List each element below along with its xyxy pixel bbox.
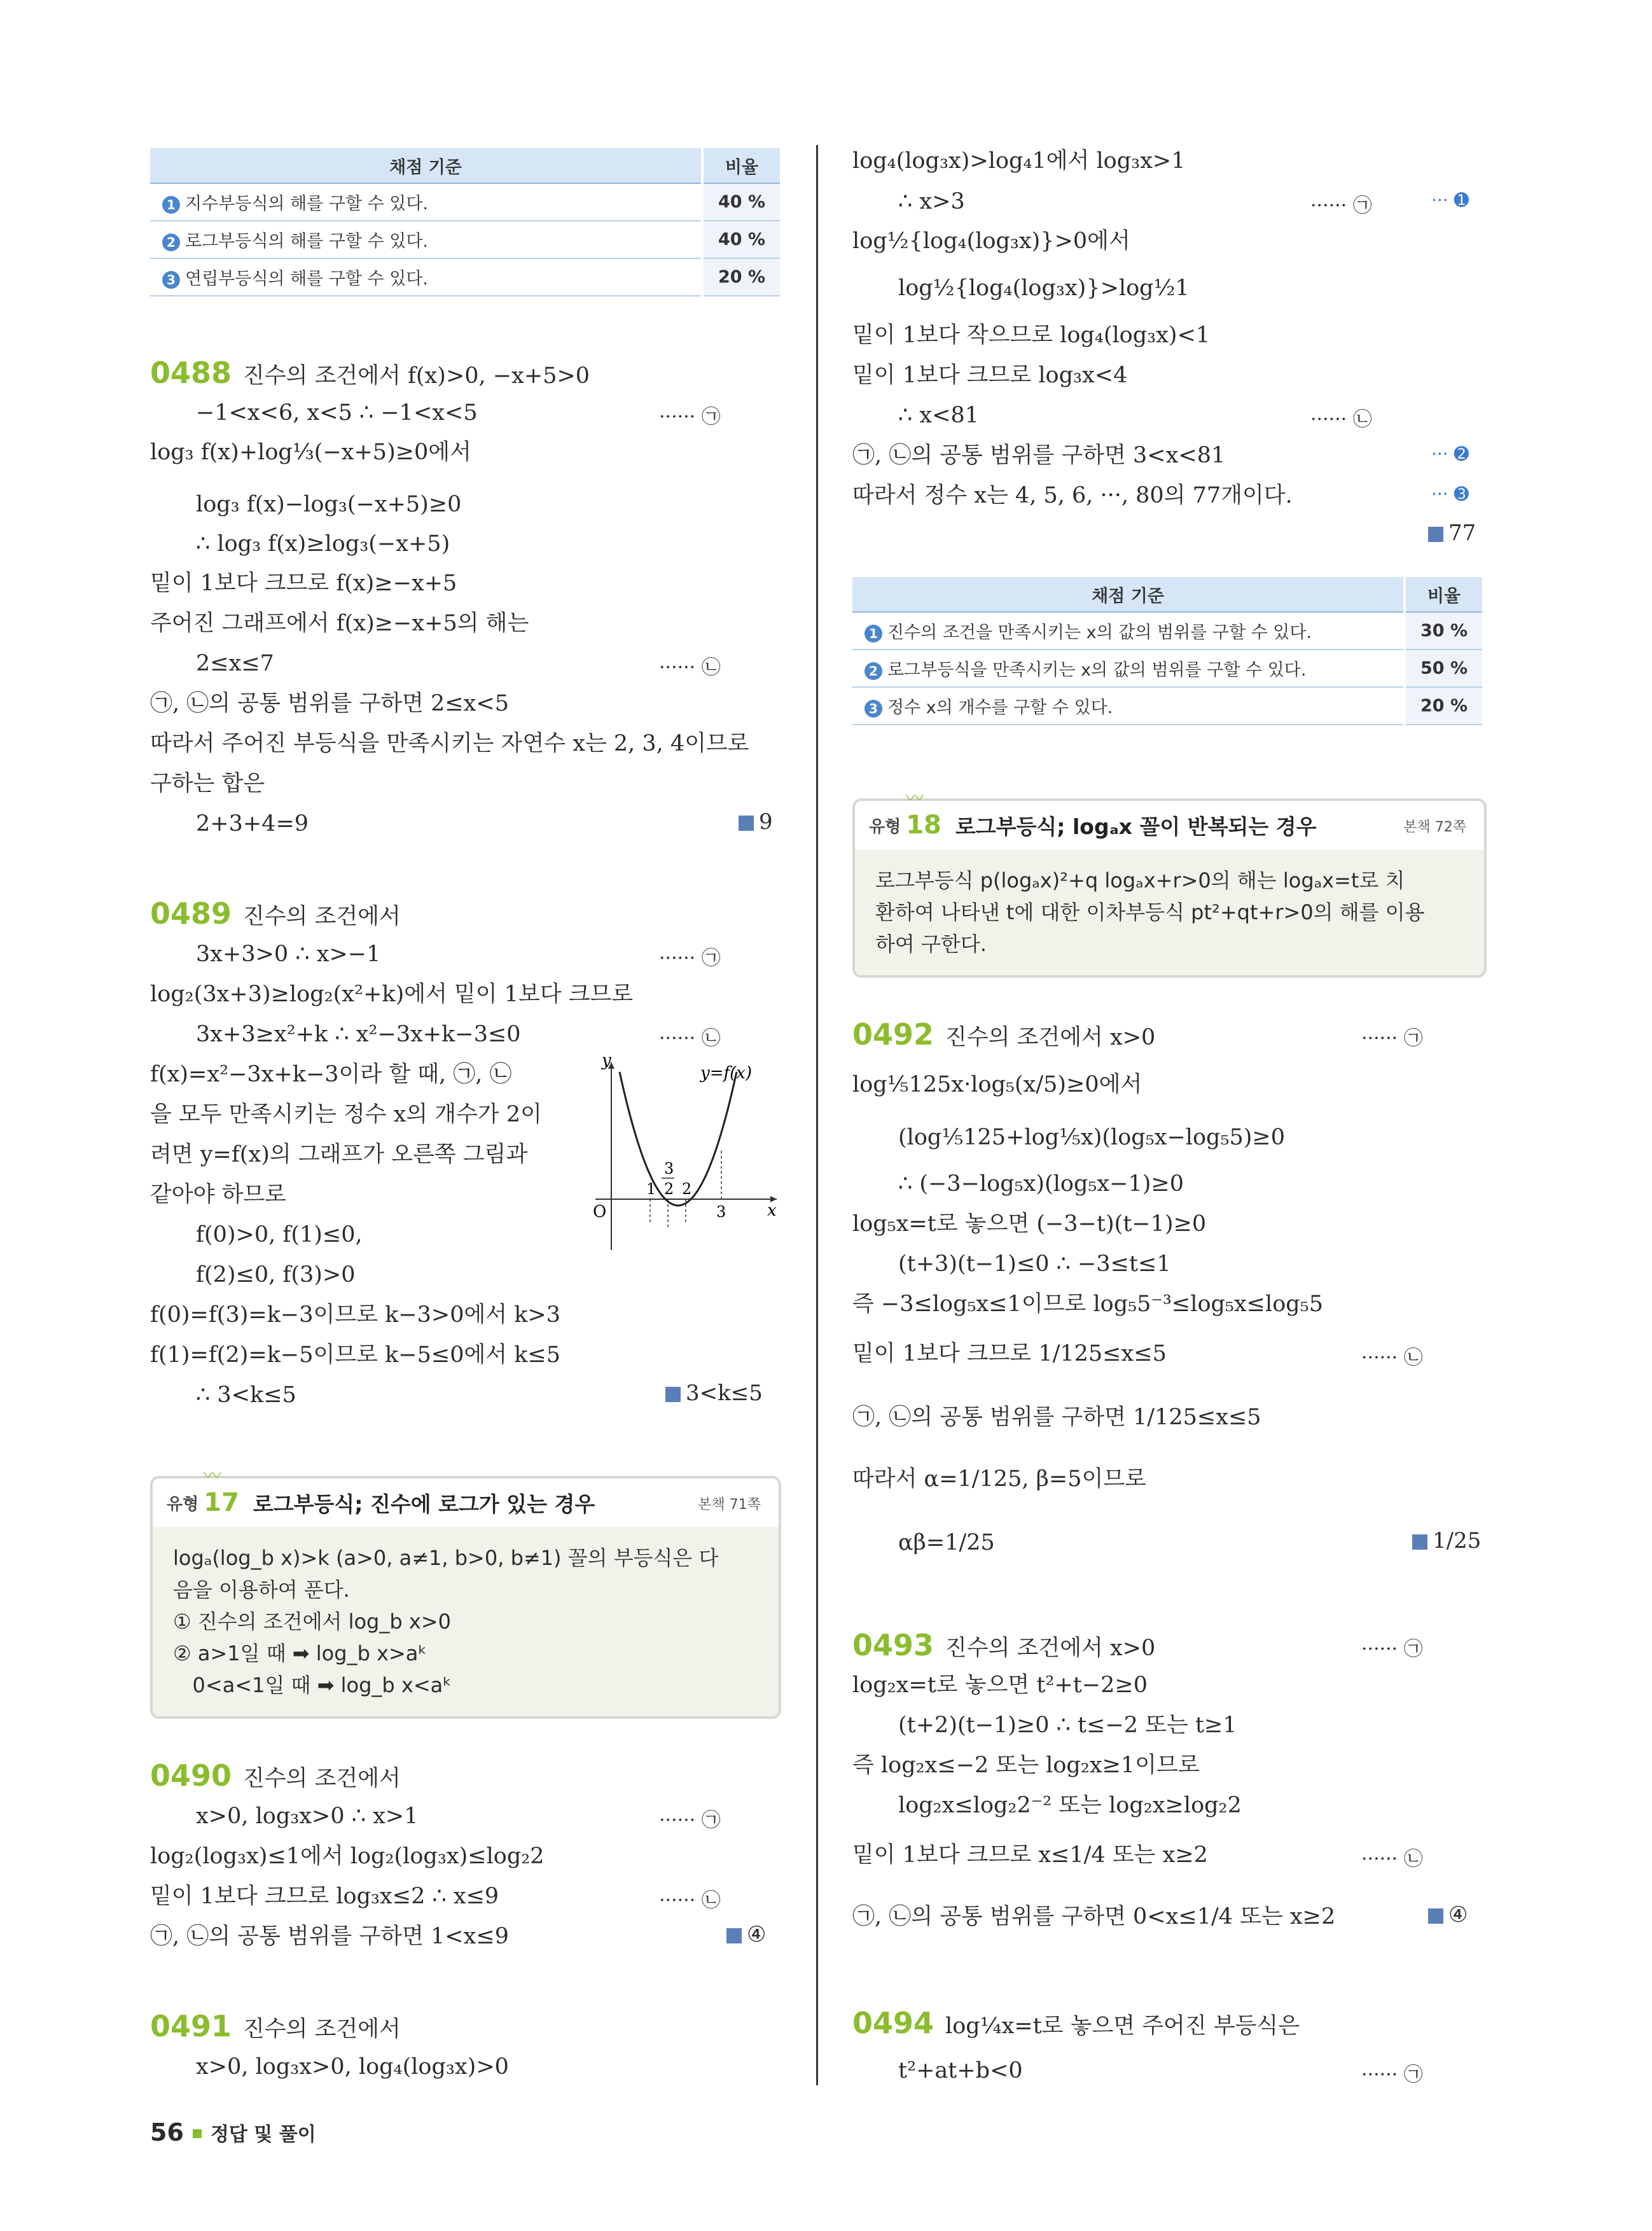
- problem-0493-line: 즉 log₂x≤−2 또는 log₂x≥1이므로: [852, 1753, 1200, 1778]
- problem-number: 0492: [852, 1017, 934, 1052]
- step-2-marker: ··· ➋: [1431, 443, 1469, 464]
- type-number: 18: [906, 810, 941, 840]
- marker-b: ······ ㉡: [659, 657, 721, 679]
- problem-number: 0494: [852, 2006, 934, 2040]
- marker-a: ······ ㉠: [1361, 2064, 1423, 2086]
- problem-number: 0491: [150, 2009, 232, 2043]
- x-axis-label: x: [767, 1201, 777, 1220]
- problem-0489-line: f(2)≤0, f(3)>0: [196, 1262, 356, 1288]
- problem-0492-line: 즉 −3≤log₅x≤1이므로 log₅5⁻³≤log₅x≤log₅5: [852, 1291, 1323, 1317]
- marker-a: ······ ㉠: [1361, 1027, 1423, 1050]
- solution-line: 밑이 1보다 작으므로 log₄(log₃x)<1: [852, 323, 1211, 348]
- book-reference: 본책 71쪽: [698, 1497, 761, 1513]
- table-row: [852, 650, 1482, 687]
- parabola-curve: [620, 1072, 737, 1206]
- problem-0493-line-1: 0493 진수의 조건에서 x>0: [852, 1628, 1156, 1662]
- problem-0488-line: 밑이 1보다 크므로 f(x)≥−x+5: [150, 571, 457, 596]
- problem-0489-line-1: 0489 진수의 조건에서: [150, 896, 401, 931]
- parabola-graph: [589, 1053, 780, 1256]
- problem-0493-line: log₂x=t로 놓으면 t²+t−2≥0: [852, 1672, 1148, 1698]
- origin-label: O: [593, 1202, 607, 1221]
- step-badge: 2: [864, 662, 882, 680]
- problem-0492-line: (log⅕125+log⅕x)(log₅x−log₅5)≥0: [898, 1125, 1286, 1150]
- criterion-text: 지수부등식의 해를 구할 수 있다.: [185, 194, 428, 214]
- table-header: 채점 기준: [150, 148, 702, 183]
- problem-0493-line: ㉠, ㉡의 공통 범위를 구하면 0<x≤1/4 또는 x≥2: [852, 1904, 1336, 1929]
- problem-0488-line: log₃ f(x)+log⅓(−x+5)≥0에서: [150, 440, 471, 465]
- footer-title: 정답 및 풀이: [210, 2123, 316, 2146]
- criterion-pct: 40 %: [702, 221, 780, 258]
- solution-line: log½{log₄(log₃x)}>0에서: [852, 228, 1130, 254]
- problem-0488-line: ∴ log₃ f(x)≥log₃(−x+5): [196, 531, 450, 557]
- scoring-table-left: [150, 148, 780, 296]
- problem-number: 0493: [852, 1628, 934, 1662]
- problem-0489-line: 3x+3>0 ∴ x>−1: [196, 942, 381, 967]
- answer-icon: [739, 816, 754, 831]
- problem-0489-line: f(0)=f(3)=k−3이므로 k−3>0에서 k>3: [150, 1302, 561, 1328]
- footer-bullet-icon: [193, 2129, 202, 2138]
- tick-3-half-num: 3: [664, 1160, 674, 1178]
- answer-0488: 9: [739, 809, 773, 835]
- problem-0493-line: log₂x≤log₂2⁻² 또는 log₂x≥log₂2: [898, 1793, 1242, 1818]
- solution-line: 따라서 정수 x는 4, 5, 6, ···, 80의 77개이다.: [852, 483, 1293, 508]
- problem-0492-line-1: 0492 진수의 조건에서 x>0: [852, 1017, 1156, 1052]
- marker-a: ······ ㉠: [659, 1809, 721, 1831]
- problem-0492-line: ㉠, ㉡의 공통 범위를 구하면 1/125≤x≤5: [852, 1405, 1261, 1430]
- problem-0492-line: (t+3)(t−1)≤0 ∴ −3≤t≤1: [898, 1251, 1171, 1277]
- marker-b: ······ ㉡: [659, 1027, 721, 1050]
- answer-icon: [726, 1928, 742, 1943]
- criterion-pct: 20 %: [702, 258, 780, 296]
- answer-0492: 1/25: [1412, 1528, 1481, 1553]
- answer-icon: [1428, 1908, 1443, 1924]
- problem-0492-line: αβ=1/25: [898, 1530, 995, 1555]
- table-header: 채점 기준: [852, 577, 1405, 612]
- marker-b: ······ ㉡: [1310, 408, 1372, 431]
- solution-line: ∴ x<81: [898, 403, 979, 428]
- problem-0489-line: f(1)=f(2)=k−5이므로 k−5≤0에서 k≤5: [150, 1342, 561, 1368]
- curve-label: y=f(x): [700, 1064, 753, 1083]
- type-17-body: logₐ(log_b x)>k (a>0, a≠1, b>0, b≠1) 꼴의 부등식은 다 음을 이용하여 푼다. ① 진수의 조건에서 log_b x>0 ② a>1일 때 ➡ log_b x>aᵏ 0<a<1일 때 ➡ log_b x<aᵏ: [153, 1527, 779, 1716]
- criterion-text: 로그부등식을 만족시키는 x의 값의 범위를 구할 수 있다.: [887, 660, 1307, 680]
- problem-0488-line: log₃ f(x)−log₃(−x+5)≥0: [196, 492, 462, 517]
- problem-0489-line: f(0)>0, f(1)≤0,: [196, 1222, 363, 1248]
- wave-decoration: 〰: [906, 788, 924, 809]
- solution-line: log½{log₄(log₃x)}>log½1: [898, 275, 1190, 301]
- marker-b: ······ ㉡: [1361, 1848, 1423, 1870]
- step-1-marker: ··· ➊: [1431, 190, 1469, 211]
- tick-2: 2: [664, 1180, 674, 1198]
- answer-0490: ④: [726, 1922, 766, 1947]
- step-3-marker: ··· ➌: [1431, 483, 1469, 504]
- step-badge: 3: [162, 271, 180, 289]
- criterion-text: 로그부등식의 해를 구할 수 있다.: [185, 232, 428, 251]
- criterion-pct: 30 %: [1405, 612, 1482, 650]
- solution-line: log₄(log₃x)>log₄1에서 log₃x>1: [852, 148, 1186, 174]
- page-footer: [150, 2118, 316, 2146]
- criterion-text: 연립부등식의 해를 구할 수 있다.: [185, 269, 428, 289]
- problem-0489-line: 을 모두 만족시키는 정수 x의 개수가 2이: [150, 1102, 542, 1127]
- problem-0493-line: 밑이 1보다 크므로 x≤1/4 또는 x≥2: [852, 1842, 1208, 1868]
- problem-0488-line-1: 0488 진수의 조건에서 f(x)>0, −x+5>0: [150, 356, 590, 390]
- type-17-header: 유형 17 로그부등식; 진수에 로그가 있는 경우 본책 71쪽: [167, 1488, 761, 1517]
- problem-0490-line-1: 0490 진수의 조건에서: [150, 1758, 401, 1793]
- type-18-header: 유형 18 로그부등식; logₐx 꼴이 반복되는 경우 본책 72쪽: [869, 810, 1466, 840]
- answer-icon: [665, 1387, 681, 1402]
- problem-0490-line: log₂(log₃x)≤1에서 log₂(log₃x)≤log₂2: [150, 1844, 545, 1869]
- marker-a: ······ ㉠: [659, 947, 721, 970]
- problem-0492-line: ∴ (−3−log₅x)(log₅x−1)≥0: [898, 1171, 1184, 1197]
- problem-0489-line: ∴ 3<k≤5: [196, 1382, 296, 1408]
- scoring-table-right: [852, 577, 1482, 725]
- problem-0492-line: log₅x=t로 놓으면 (−3−t)(t−1)≥0: [852, 1211, 1207, 1237]
- problem-0492-line: 따라서 α=1/125, β=5이므로: [852, 1466, 1146, 1492]
- type-18-box: [852, 788, 1487, 978]
- problem-0494-line: t²+at+b<0: [898, 2058, 1023, 2083]
- step-badge: 3: [864, 700, 882, 718]
- problem-0491-line-1: 0491 진수의 조건에서: [150, 2009, 401, 2043]
- tick-1: 1: [646, 1180, 656, 1198]
- problem-0494-line-1: 0494 log¼x=t로 놓으면 주어진 부등식은: [852, 2006, 1300, 2040]
- criterion-pct: 40 %: [702, 183, 780, 221]
- marker-b: ······ ㉡: [1361, 1347, 1423, 1369]
- problem-0489-line: log₂(3x+3)≥log₂(x²+k)에서 밑이 1보다 크므로: [150, 982, 634, 1007]
- answer-icon: [1428, 527, 1443, 542]
- problem-0488-line: 2+3+4=9: [196, 811, 309, 837]
- type-18-body: 로그부등식 p(logₐx)²+q logₐx+r>0의 해는 logₐx=t로 치 환하여 나타낸 t에 대한 이차부등식 pt²+qt+r>0의 해를 이용 하여 구한다.: [855, 849, 1484, 975]
- type-title: 로그부등식; logₐx 꼴이 반복되는 경우: [955, 814, 1317, 839]
- solution-line: ㉠, ㉡의 공통 범위를 구하면 3<x<81: [852, 443, 1226, 468]
- wave-decoration: 〰: [204, 1465, 222, 1486]
- page-number: 56: [150, 2118, 184, 2146]
- problem-0488-line: −1<x<6, x<5 ∴ −1<x<5: [196, 400, 478, 426]
- problem-number: 0489: [150, 896, 232, 931]
- problem-0488-line: 2≤x≤7: [196, 651, 274, 676]
- criterion-pct: 20 %: [1405, 687, 1482, 725]
- answer-0493: ④: [1428, 1902, 1468, 1928]
- problem-0489-line: 려면 y=f(x)의 그래프가 오른쪽 그림과: [150, 1142, 528, 1167]
- problem-0490-line: ㉠, ㉡의 공통 범위를 구하면 1<x≤9: [150, 1924, 509, 1949]
- answer-0489: 3<k≤5: [665, 1380, 763, 1406]
- solution-line: ∴ x>3: [898, 189, 965, 214]
- criterion-text: 진수의 조건을 만족시키는 x의 값의 범위를 구할 수 있다.: [887, 623, 1312, 643]
- problem-0489-line: 같아야 하므로: [150, 1182, 286, 1207]
- problem-number: 0488: [150, 356, 232, 390]
- problem-0490-line: 밑이 1보다 크므로 log₃x≤2 ∴ x≤9: [150, 1884, 499, 1909]
- tick-3: 3: [716, 1203, 726, 1221]
- problem-0492-line: 밑이 1보다 크므로 1/125≤x≤5: [852, 1341, 1167, 1366]
- book-reference: 본책 72쪽: [1403, 819, 1466, 835]
- marker-a: ······ ㉠: [659, 406, 721, 428]
- problem-0488-line: 구하는 합은: [150, 771, 265, 796]
- problem-0488-line: 주어진 그래프에서 f(x)≥−x+5의 해는: [150, 611, 529, 636]
- column-divider: [816, 145, 818, 2085]
- table-header-pct: 비율: [702, 148, 780, 183]
- criterion-pct: 50 %: [1405, 650, 1482, 687]
- table-row: [150, 258, 780, 296]
- answer-icon: [1412, 1534, 1427, 1550]
- marker-b: ······ ㉡: [659, 1889, 721, 1912]
- problem-0490-line: x>0, log₃x>0 ∴ x>1: [196, 1804, 419, 1829]
- solution-line: 밑이 1보다 크므로 log₃x<4: [852, 363, 1128, 388]
- problem-0488-line: 따라서 주어진 부등식을 만족시키는 자연수 x는 2, 3, 4이므로: [150, 731, 749, 756]
- type-17-box: [150, 1465, 781, 1719]
- problem-0492-line: log⅕125x·log₅(x/5)≥0에서: [852, 1072, 1142, 1097]
- marker-a: ······ ㉠: [1361, 1638, 1423, 1660]
- problem-0488-line: ㉠, ㉡의 공통 범위를 구하면 2≤x<5: [150, 691, 509, 716]
- answer-0491: 77: [1428, 520, 1476, 546]
- y-axis-label: y: [602, 1053, 611, 1070]
- table-row: [852, 687, 1482, 725]
- problem-0489-line: f(x)=x²−3x+k−3이라 할 때, ㉠, ㉡: [150, 1062, 512, 1087]
- type-title: 로그부등식; 진수에 로그가 있는 경우: [253, 1491, 595, 1517]
- table-row: [852, 612, 1482, 650]
- step-badge: 1: [864, 625, 882, 643]
- table-row: [150, 221, 780, 258]
- type-number: 17: [204, 1488, 239, 1517]
- table-header-pct: 비율: [1405, 577, 1482, 612]
- problem-0491-line: x>0, log₃x>0, log₄(log₃x)>0: [196, 2054, 509, 2080]
- problem-0489-line: 3x+3≥x²+k ∴ x²−3x+k−3≤0: [196, 1022, 521, 1047]
- criterion-text: 정수 x의 개수를 구할 수 있다.: [887, 698, 1113, 718]
- step-badge: 1: [162, 196, 180, 214]
- problem-number: 0490: [150, 1758, 232, 1793]
- problem-0493-line: (t+2)(t−1)≥0 ∴ t≤−2 또는 t≥1: [898, 1713, 1237, 1738]
- tick-2b: 2: [682, 1180, 692, 1198]
- marker-a: ······ ㉠: [1310, 195, 1372, 217]
- table-row: [150, 183, 780, 221]
- step-badge: 2: [162, 233, 180, 251]
